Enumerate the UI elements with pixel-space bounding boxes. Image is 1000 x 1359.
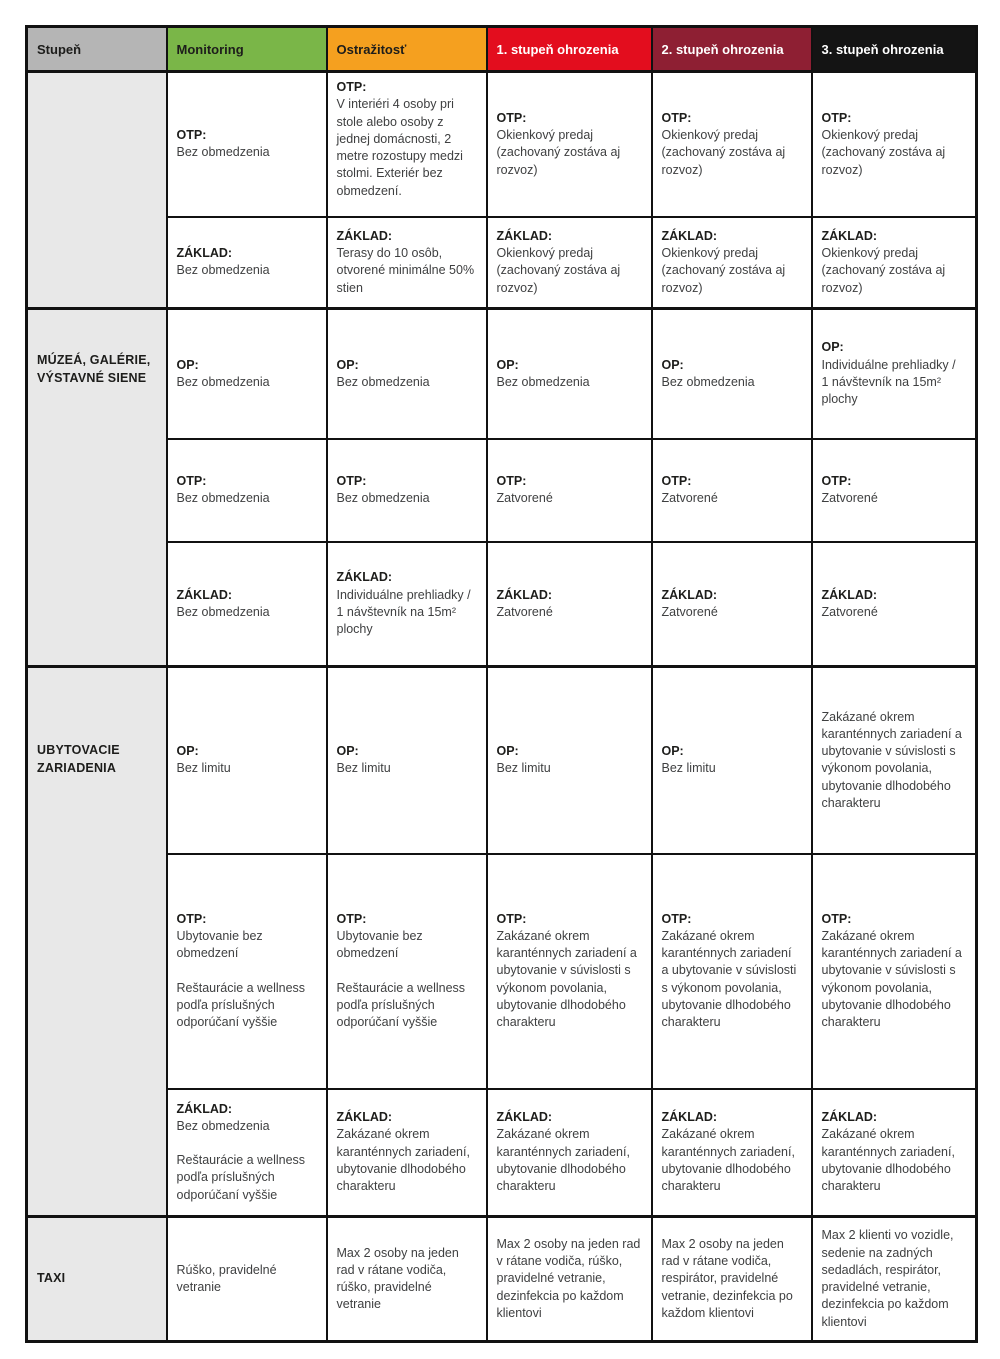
cell-r6-s1 [487, 667, 652, 854]
cell-label: ZÁKLAD: [176, 587, 233, 602]
cell-text: Ubytovanie bez obmedzení [336, 929, 423, 961]
cell-r1-s3 [812, 72, 977, 217]
cell-r7-ostrazitost [327, 854, 487, 1089]
cell-r7-s2 [652, 854, 812, 1089]
group-taxi [27, 1217, 977, 1342]
cell-r9-s2 [652, 1217, 812, 1342]
cell-r9-s3 [812, 1217, 977, 1342]
cell-text: Terasy do 10 osôb, otvorené minimálne 50% stien [336, 246, 475, 295]
cell-label: OTP: [661, 110, 692, 125]
cell-text-2: Reštaurácie a wellness podľa príslušných odporúčaní vyššie [176, 980, 306, 1029]
cell-r4-monitoring [167, 439, 327, 542]
cell-text: Max 2 osoby na jeden rad v rátane vodiča, respirátor, pravidelné vetranie, dezinfekcia po každom klientovi [661, 1236, 793, 1320]
cell-text: Okienkový predaj (zachovaný zostáva aj rozvoz) [496, 246, 621, 295]
cell-text: Individuálne prehliadky / 1 návštevník na 15m² plochy [821, 357, 956, 406]
cell-label: ZÁKLAD: [821, 228, 878, 243]
cell-label: OTP: [821, 110, 852, 125]
table-row [27, 854, 977, 1089]
cell-text: Zakázané okrem karanténnych zariadení a ubytovanie v súvislosti s výkonom povolania, ubytovanie dlhodobého charakteru [821, 928, 962, 1030]
cell-text: Bez limitu [661, 761, 716, 776]
cell-label: OP: [821, 340, 844, 355]
cell-r7-s1 [487, 854, 652, 1089]
cell-label: OTP: [821, 911, 852, 926]
header-label: Monitoring [176, 41, 244, 57]
cell-label: ZÁKLAD: [336, 570, 393, 585]
table-row [27, 1089, 977, 1217]
group-muzea [27, 309, 977, 667]
cell-text: Okienkový predaj (zachovaný zostáva aj rozvoz) [821, 128, 946, 177]
cell-text: Okienkový predaj (zachovaný zostáva aj rozvoz) [821, 246, 946, 295]
header-label: 1. stupeň ohrozenia [496, 41, 619, 57]
cell-label: OTP: [821, 473, 852, 488]
group-ubytovacie [27, 667, 977, 1217]
cell-r4-s2 [652, 439, 812, 542]
cell-label: OP: [661, 744, 684, 758]
cell-text: Ubytovanie bez obmedzení [176, 929, 263, 961]
cell-label: ZÁKLAD: [496, 228, 553, 243]
cell-text: Bez obmedzenia [336, 374, 430, 389]
cell-r7-monitoring [167, 854, 327, 1089]
header-label: 2. stupeň ohrozenia [661, 41, 784, 57]
cell-r4-ostrazitost [327, 439, 487, 542]
cell-label: ZÁKLAD: [336, 1110, 393, 1125]
cell-r8-s3 [812, 1089, 977, 1217]
cell-label: OTP: [496, 911, 527, 926]
cell-text: Zakázané okrem karanténnych zariadení, ubytovanie dlhodobého charakteru [496, 1127, 630, 1194]
cell-label: ZÁKLAD: [661, 587, 718, 602]
cell-r1-ostrazitost [327, 72, 487, 217]
cell-text: Zatvorené [496, 604, 553, 619]
cell-text: Zakázané okrem karanténnych zariadení a ubytovanie v súvislosti s výkonom povolania, ubytovanie dlhodobého charakteru [496, 928, 637, 1030]
cell-r3-ostrazitost [327, 309, 487, 439]
header-cell-ostrazitost [327, 27, 487, 72]
cell-label: OP: [496, 744, 519, 758]
cell-label: OP: [176, 744, 199, 758]
cell-r5-monitoring [167, 542, 327, 667]
cell-r6-s3 [812, 667, 977, 854]
cell-text: Bez obmedzenia [176, 604, 270, 619]
table-row [27, 217, 977, 309]
cell-r7-s3 [812, 854, 977, 1089]
cell-text: Rúško, pravidelné vetranie [176, 1262, 277, 1294]
cell-text: Okienkový predaj (zachovaný zostáva aj rozvoz) [661, 128, 786, 177]
table-row [27, 72, 977, 217]
cell-text: Zatvorené [821, 491, 878, 505]
cell-r6-s2 [652, 667, 812, 854]
cell-r2-monitoring [167, 217, 327, 309]
cell-label: OP: [336, 357, 359, 372]
table-row [27, 309, 977, 439]
cell-text-2: Reštaurácie a wellness podľa príslušných odporúčaní vyššie [336, 980, 466, 1029]
cell-text: Bez obmedzenia [496, 374, 590, 389]
cell-label: ZÁKLAD: [661, 1110, 718, 1125]
cell-text-2: Reštaurácie a wellness podľa príslušných odporúčaní vyššie [176, 1153, 306, 1202]
cell-text: Individuálne prehliadky / 1 návštevník na 15m² plochy [336, 587, 471, 636]
header-cell-stupen-2 [652, 27, 812, 72]
header-cell-monitoring [167, 27, 327, 72]
table-row [27, 542, 977, 667]
cell-r8-s2 [652, 1089, 812, 1217]
cell-text: Max 2 osoby na jeden rad v rátane vodiča, rúško, pravidelné vetranie, dezinfekcia po každom klientovi [496, 1236, 641, 1320]
cell-r8-monitoring [167, 1089, 327, 1217]
cell-r6-ostrazitost [327, 667, 487, 854]
cell-label: OTP: [336, 80, 367, 94]
cell-label: ZÁKLAD: [336, 228, 393, 243]
cell-label: OTP: [176, 911, 207, 926]
table-row [27, 667, 977, 854]
cell-label: ZÁKLAD: [821, 1110, 878, 1125]
cell-r4-s3 [812, 439, 977, 542]
cell-text: Bez obmedzenia [661, 374, 755, 389]
cell-r2-ostrazitost [327, 217, 487, 309]
cell-text: Bez obmedzenia [176, 145, 270, 160]
cell-text: Okienkový predaj (zachovaný zostáva aj rozvoz) [496, 128, 621, 177]
category-cell-ubytovacie: UBYTOVACIE ZARIADENIA [27, 667, 167, 1217]
category-cell-muzea: MÚZEÁ, GALÉRIE, VÝSTAVNÉ SIENE [27, 309, 167, 667]
category-cell-blank [27, 72, 167, 309]
cell-label: ZÁKLAD: [821, 587, 878, 602]
cell-label: OTP: [336, 911, 367, 926]
header-row [27, 27, 977, 72]
cell-r9-monitoring [167, 1217, 327, 1342]
cell-text: Bez obmedzenia [336, 491, 430, 505]
cell-label: OTP: [661, 911, 692, 926]
cell-text: Zatvorené [496, 491, 553, 505]
cell-text: Zakázané okrem karanténnych zariadení a ubytovanie v súvislosti s výkonom povolania, ubytovanie dlhodobého charakteru [821, 709, 962, 810]
cell-r2-s1 [487, 217, 652, 309]
cell-label: ZÁKLAD: [176, 1101, 233, 1116]
cell-r2-s2 [652, 217, 812, 309]
cell-r1-s2 [652, 72, 812, 217]
header-label: 3. stupeň ohrozenia [821, 41, 944, 57]
cell-text: Bez obmedzenia [176, 374, 270, 389]
header-cell-stupen [27, 27, 167, 72]
cell-text: Max 2 klienti vo vozidle, sedenie na zadných sedadlách, respirátor, pravidelné vetranie, dezinfekcia po každom klientovi [821, 1228, 954, 1329]
cell-text: Okienkový predaj (zachovaný zostáva aj rozvoz) [661, 246, 786, 295]
cell-text: Bez obmedzenia [176, 1118, 270, 1133]
cell-text: Bez limitu [496, 761, 551, 776]
cell-text: Bez limitu [176, 761, 231, 776]
cell-r1-monitoring [167, 72, 327, 217]
cell-text: Zakázané okrem karanténnych zariadení, ubytovanie dlhodobého charakteru [336, 1127, 470, 1194]
header-label: Stupeň [37, 41, 82, 57]
cell-r9-ostrazitost [327, 1217, 487, 1342]
cell-r1-s1 [487, 72, 652, 217]
cell-r6-monitoring [167, 667, 327, 854]
cell-r4-s1 [487, 439, 652, 542]
cell-text: Zakázané okrem karanténnych zariadení, ubytovanie dlhodobého charakteru [821, 1127, 955, 1194]
cell-text: Bez limitu [336, 761, 391, 776]
cell-r8-ostrazitost [327, 1089, 487, 1217]
cell-label: OTP: [496, 110, 527, 125]
cell-text: Zatvorené [661, 604, 718, 619]
category-cell-taxi: TAXI [27, 1217, 167, 1342]
cell-label: OP: [661, 357, 684, 372]
cell-r8-s1 [487, 1089, 652, 1217]
cell-r3-s1 [487, 309, 652, 439]
table-row [27, 1217, 977, 1342]
cell-label: OTP: [336, 473, 367, 488]
cell-label: OP: [496, 357, 519, 372]
cell-r5-s3 [812, 542, 977, 667]
header-cell-stupen-1 [487, 27, 652, 72]
cell-text: Zakázané okrem karanténnych zariadení, ubytovanie dlhodobého charakteru [661, 1127, 795, 1194]
cell-text: Zatvorené [821, 604, 878, 619]
restrictions-table [25, 25, 978, 1343]
cell-label: OTP: [176, 128, 207, 142]
cell-r3-s3 [812, 309, 977, 439]
cell-r3-monitoring [167, 309, 327, 439]
cell-text: Bez obmedzenia [176, 491, 270, 505]
cell-label: OP: [336, 744, 359, 758]
cell-label: ZÁKLAD: [496, 587, 553, 602]
table-row [27, 439, 977, 542]
cell-r2-s3 [812, 217, 977, 309]
cell-label: OP: [176, 357, 199, 372]
cell-r9-s1 [487, 1217, 652, 1342]
group-restaurants-continued [27, 72, 977, 309]
cell-label: OTP: [496, 473, 527, 488]
cell-text: Bez obmedzenia [176, 263, 270, 278]
cell-label: OTP: [661, 473, 692, 488]
cell-label: ZÁKLAD: [496, 1110, 553, 1125]
cell-text: Zatvorené [661, 491, 718, 505]
cell-label: ZÁKLAD: [176, 246, 233, 260]
header-cell-stupen-3 [812, 27, 977, 72]
cell-label: ZÁKLAD: [661, 228, 718, 243]
cell-r5-s1 [487, 542, 652, 667]
cell-label: OTP: [176, 473, 207, 488]
header-label: Ostražitosť [336, 41, 407, 57]
cell-text: V interiéri 4 osoby pri stole alebo osoby z jednej domácnosti, 2 metre rozostupy medzi stolmi. Exteriér bez obmedzení. [336, 97, 463, 198]
cell-r3-s2 [652, 309, 812, 439]
cell-r5-ostrazitost [327, 542, 487, 667]
cell-text: Max 2 osoby na jeden rad v rátane vodiča, rúško, pravidelné vetranie [336, 1245, 459, 1312]
cell-r5-s2 [652, 542, 812, 667]
cell-text: Zakázané okrem karanténnych zariadení a ubytovanie v súvislosti s výkonom povolania, ubytovanie dlhodobého charakteru [661, 928, 797, 1030]
